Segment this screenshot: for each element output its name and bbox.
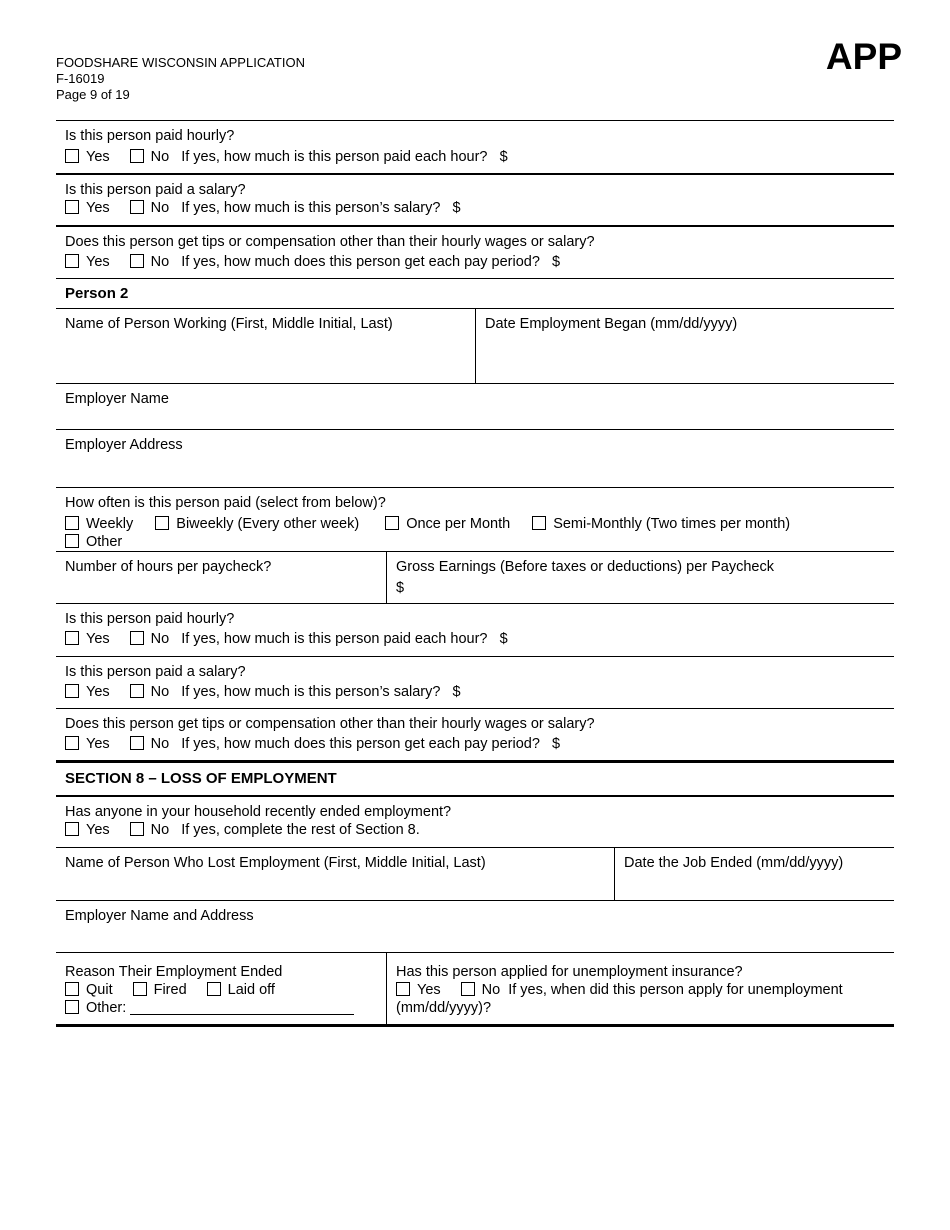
no-label: No [150,631,170,647]
p1-hourly-question: Is this person paid hourly? [65,128,235,144]
p2-tips-no-checkbox[interactable] [130,736,144,750]
p2-hourly-no-checkbox[interactable] [130,631,144,645]
s8-ui-cell [386,953,894,1024]
s8-employer-label: Employer Name and Address [65,908,254,924]
biweekly-checkbox[interactable] [155,516,169,530]
weekly-checkbox[interactable] [65,516,79,530]
p1-tips-no-checkbox[interactable] [130,254,144,268]
p2-gross-currency: $ [396,580,405,596]
p2-employer-address-field[interactable] [56,429,894,487]
p1-hourly-detail: If yes, how much is this person paid each hour? $ [181,149,508,165]
fired-label: Fired [153,982,187,998]
s8-ui-no-checkbox[interactable] [461,982,475,996]
no-label: No [150,200,170,216]
p1-salary-no-checkbox[interactable] [130,200,144,214]
s8-date-field[interactable] [614,848,894,900]
p2-frequency-row [56,487,894,551]
p1-hourly-yes-checkbox[interactable] [65,149,79,163]
p2-hourly-yes-checkbox[interactable] [65,631,79,645]
s8-employer-field[interactable] [56,900,894,952]
no-label: No [150,822,170,838]
p2-hours-label: Number of hours per paycheck? [65,559,272,575]
s8-ended-no-checkbox[interactable] [130,822,144,836]
form-title: FOODSHARE WISCONSIN APPLICATION [56,55,305,70]
form-body [56,120,894,1027]
s8-name-date-row [56,847,894,900]
quit-checkbox[interactable] [65,982,79,996]
semimonthly-checkbox[interactable] [532,516,546,530]
biweekly-label: Biweekly (Every other week) [176,516,360,532]
fired-checkbox[interactable] [133,982,147,996]
yes-label: Yes [86,684,110,700]
page-number: Page 9 of 19 [56,87,130,102]
laid-off-checkbox[interactable] [207,982,221,996]
p2-name-date-row [56,308,894,383]
s8-date-label: Date the Job Ended (mm/dd/yyyy) [624,855,844,871]
p2-date-label: Date Employment Began (mm/dd/yyyy) [485,316,738,332]
other-frequency-checkbox[interactable] [65,534,79,548]
other-reason-checkbox[interactable] [65,1000,79,1014]
yes-label: Yes [86,736,110,752]
p2-salary-detail: If yes, how much is this person’s salary? $ [181,684,461,700]
s8-ended-yes-checkbox[interactable] [65,822,79,836]
p1-tips-question: Does this person get tips or compensation other than their hourly wages or salary? [65,234,595,250]
other-reason-input[interactable] [130,1001,354,1015]
s8-ended-detail: If yes, complete the rest of Section 8. [181,822,420,838]
yes-label: Yes [86,254,110,270]
p2-tips-yes-checkbox[interactable] [65,736,79,750]
laid-off-label: Laid off [227,982,275,998]
s8-ended-row [56,795,894,847]
yes-label: Yes [417,982,441,998]
s8-reason-cell [56,953,386,1024]
yes-label: Yes [86,631,110,647]
p2-employer-address-label: Employer Address [65,437,183,453]
s8-ended-question: Has anyone in your household recently ended employment? [65,804,452,820]
no-label: No [481,982,501,998]
p2-date-field[interactable] [475,309,894,383]
p1-salary-row [56,173,894,225]
s8-name-field[interactable] [56,848,614,900]
p2-salary-row [56,656,894,708]
person2-heading: Person 2 [65,285,129,302]
section8-heading: SECTION 8 – LOSS OF EMPLOYMENT [65,770,337,787]
app-code: APP [825,36,902,77]
other-frequency-label: Other [86,534,123,550]
yes-label: Yes [86,822,110,838]
s8-reason-ui-row [56,952,894,1027]
p2-hourly-question: Is this person paid hourly? [65,611,235,627]
p1-hourly-no-checkbox[interactable] [130,149,144,163]
s8-ui-detail-2: (mm/dd/yyyy)? [396,1000,492,1016]
s8-ui-detail: If yes, when did this person apply for unemployment [508,982,843,998]
no-label: No [150,149,170,165]
weekly-label: Weekly [86,516,134,532]
no-label: No [150,684,170,700]
p1-hourly-row [56,120,894,173]
quit-label: Quit [86,982,113,998]
no-label: No [150,254,170,270]
p2-gross-field[interactable] [386,552,894,603]
p1-salary-question: Is this person paid a salary? [65,182,246,198]
p2-hourly-row [56,603,894,656]
yes-label: Yes [86,149,110,165]
p1-tips-row [56,225,894,278]
s8-ui-question: Has this person applied for unemployment insurance? [396,964,743,980]
p2-hours-field[interactable] [56,552,386,603]
p1-tips-detail: If yes, how much does this person get each pay period? $ [181,254,561,270]
monthly-label: Once per Month [406,516,511,532]
p2-name-field[interactable] [56,309,475,383]
p2-gross-label: Gross Earnings (Before taxes or deductions) per Paycheck [396,559,774,575]
no-label: No [150,736,170,752]
p2-employer-name-label: Employer Name [65,391,169,407]
s8-ui-yes-checkbox[interactable] [396,982,410,996]
other-reason-label: Other: [86,1000,127,1016]
form-number: F-16019 [56,71,105,86]
p2-name-label: Name of Person Working (First, Middle Initial, Last) [65,316,393,332]
p1-salary-detail: If yes, how much is this person’s salary? $ [181,200,461,216]
p1-salary-yes-checkbox[interactable] [65,200,79,214]
p2-salary-yes-checkbox[interactable] [65,684,79,698]
person2-heading-row [56,278,894,308]
form-header [56,55,305,103]
s8-name-label: Name of Person Who Lost Employment (First, Middle Initial, Last) [65,855,486,871]
s8-reason-label: Reason Their Employment Ended [65,964,283,980]
semimonthly-label: Semi-Monthly (Two times per month) [553,516,791,532]
p2-frequency-question: How often is this person paid (select from below)? [65,495,386,511]
monthly-checkbox[interactable] [385,516,399,530]
p2-hours-gross-row [56,551,894,603]
p2-tips-question: Does this person get tips or compensation other than their hourly wages or salary? [65,716,595,732]
p2-tips-detail: If yes, how much does this person get each pay period? $ [181,736,561,752]
p2-salary-no-checkbox[interactable] [130,684,144,698]
section8-heading-row [56,760,894,795]
p1-tips-yes-checkbox[interactable] [65,254,79,268]
p2-employer-name-field[interactable] [56,383,894,429]
yes-label: Yes [86,200,110,216]
p2-tips-row [56,708,894,760]
p2-salary-question: Is this person paid a salary? [65,664,246,680]
p2-hourly-detail: If yes, how much is this person paid each hour? $ [181,631,508,647]
